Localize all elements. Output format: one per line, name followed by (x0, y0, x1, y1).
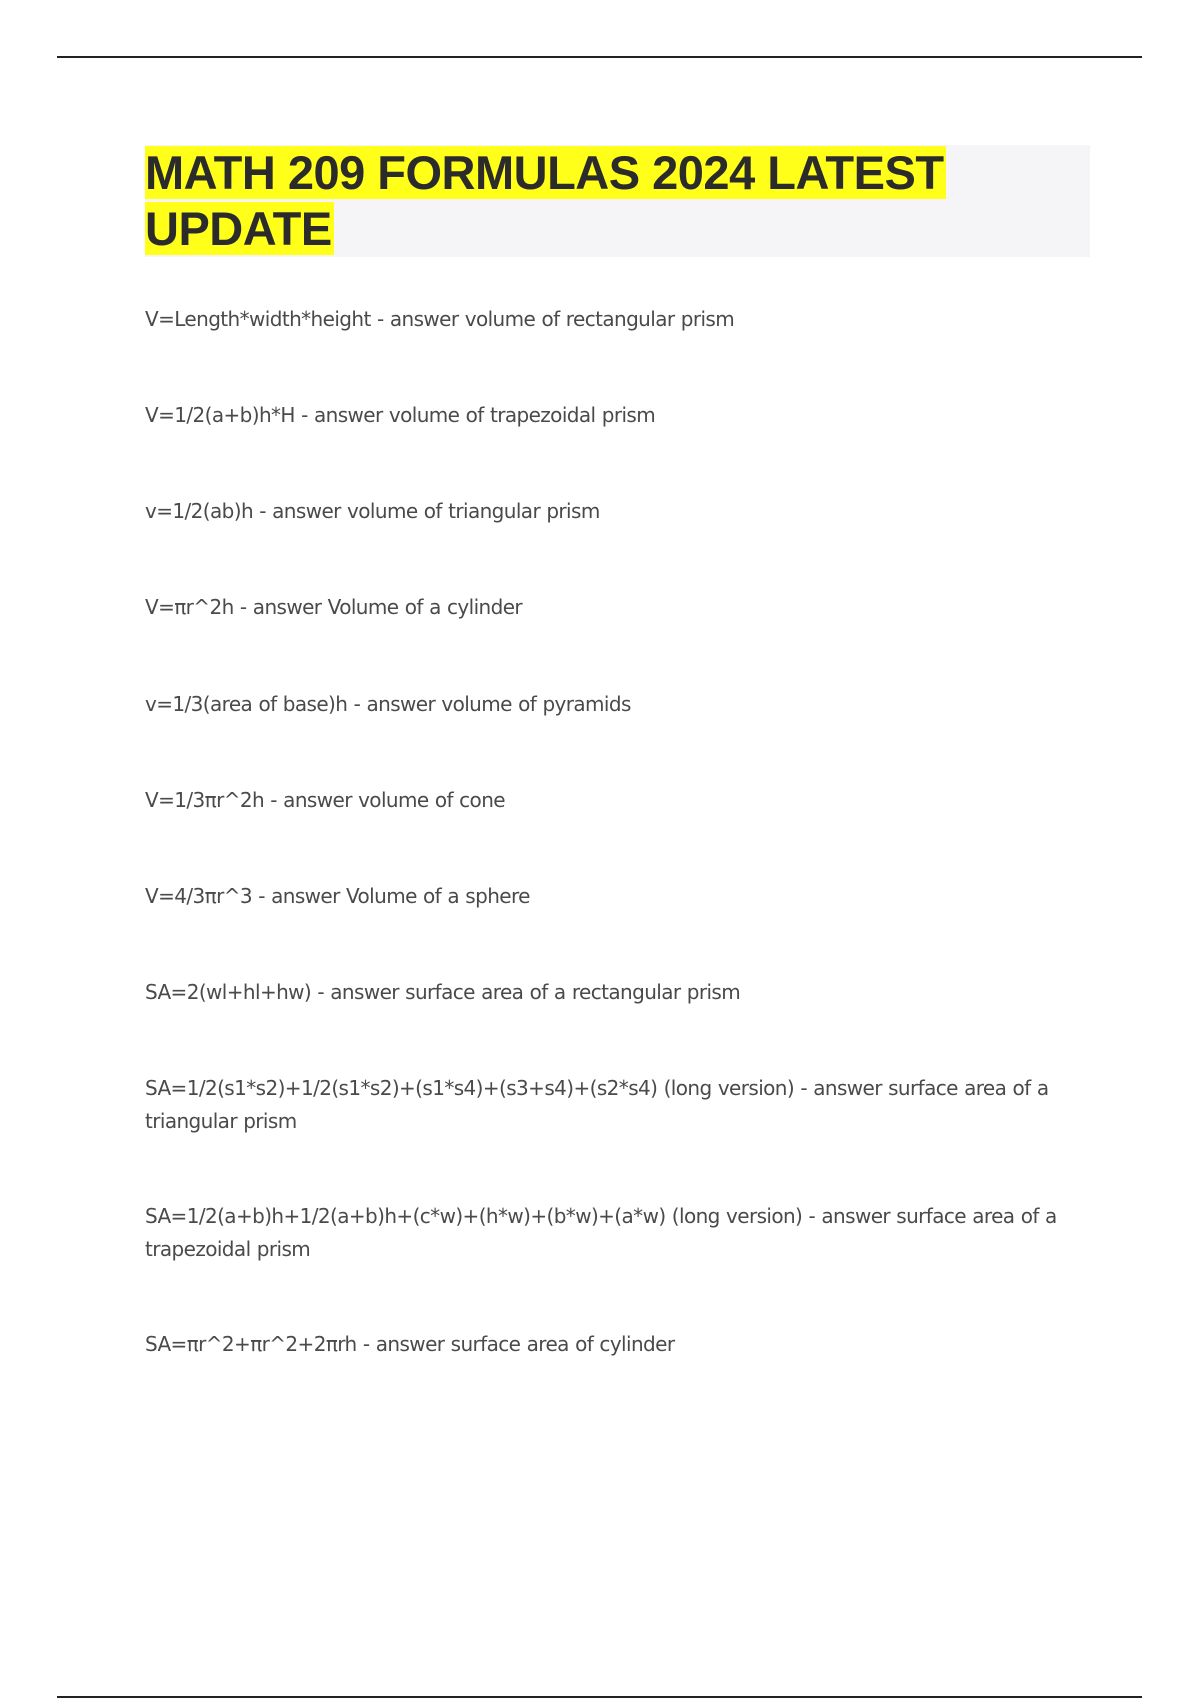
formula-entry: V=Length*width*height - answer volume of rectangular prism (145, 307, 735, 331)
formula-entry: SA=2(wl+hl+hw) - answer surface area of a rectangular prism (145, 980, 741, 1004)
title-block (145, 145, 1090, 257)
top-rule (57, 56, 1142, 58)
formula-entry: V=1/2(a+b)h*H - answer volume of trapezoidal prism (145, 403, 656, 427)
formula-entry: V=4/3πr^3 - answer Volume of a sphere (145, 884, 530, 908)
bottom-rule (57, 1696, 1142, 1698)
formula-entry: SA=1/2(a+b)h+1/2(a+b)h+(c*w)+(h*w)+(b*w)+(a*w) (long version) - answer surface area of a trapezoidal prism (145, 1204, 1057, 1261)
formula-entry: SA=πr^2+πr^2+2πrh - answer surface area of cylinder (145, 1332, 675, 1356)
formula-entry: V=1/3πr^2h - answer volume of cone (145, 788, 505, 812)
formula-entry: SA=1/2(s1*s2)+1/2(s1*s2)+(s1*s4)+(s3+s4)+(s2*s4) (long version) - answer surface area of a triangular prism (145, 1076, 1049, 1133)
title-highlight: MATH 209 FORMULAS 2024 LATEST UPDATE (145, 146, 944, 255)
document-title (145, 145, 1090, 257)
formula-entry: V=πr^2h - answer Volume of a cylinder (145, 595, 523, 619)
formula-entry: v=1/3(area of base)h - answer volume of pyramids (145, 692, 631, 716)
formula-entry: v=1/2(ab)h - answer volume of triangular prism (145, 499, 600, 523)
